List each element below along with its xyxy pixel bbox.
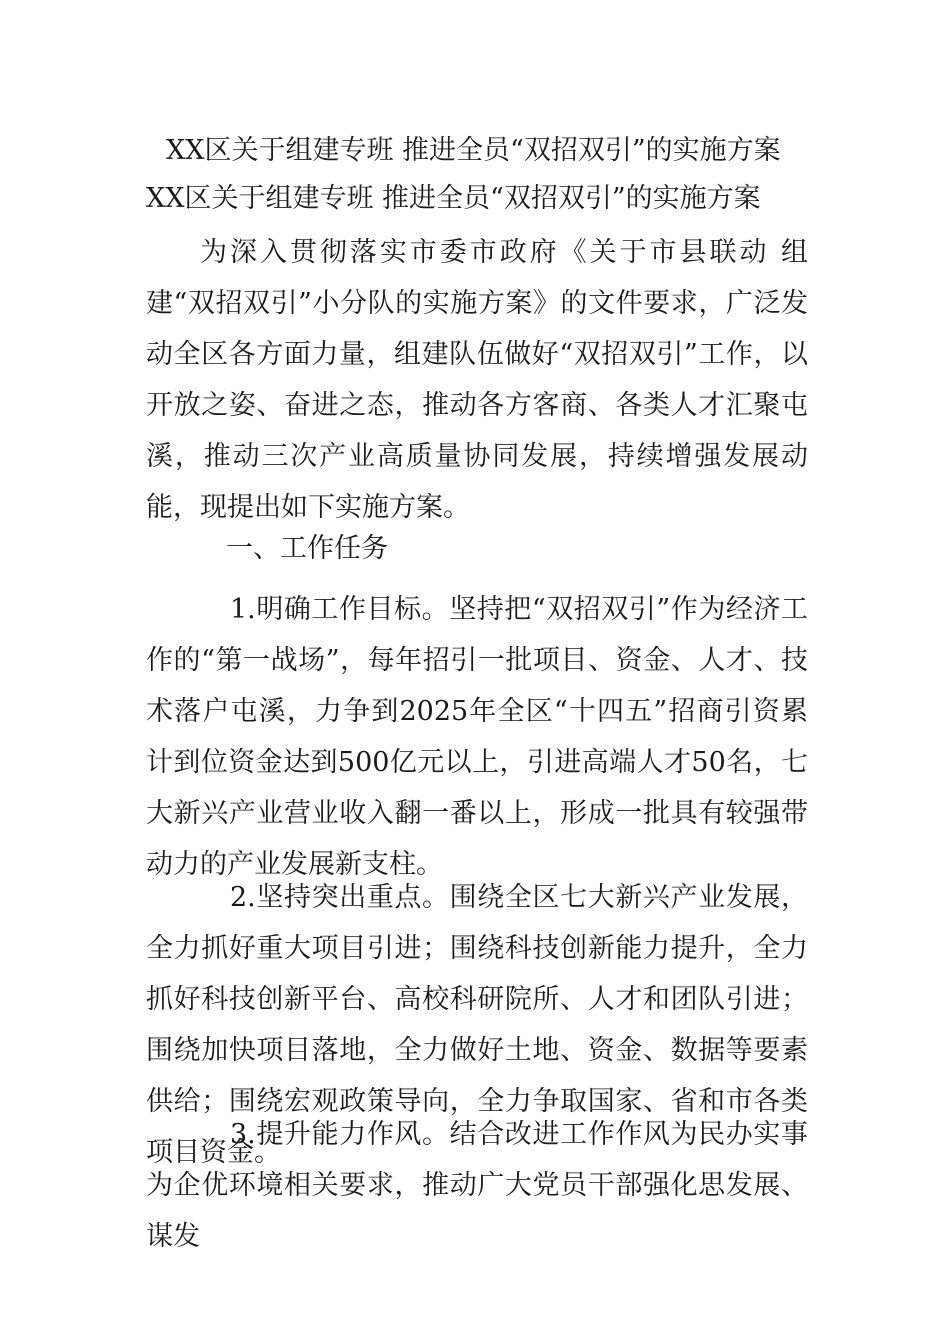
task-item-3: 3.提升能力作风。结合改进工作作风为民办实事为企优环境相关要求，推动广大党员干部强化思发展、谋发 bbox=[146, 1119, 808, 1252]
task-item-2: 2.坚持突出重点。围绕全区七大新兴产业发展，全力抓好重大项目引进；围绕科技创新能力提升，全力抓好科技创新平台、高校科研院所、人才和团队引进；围绕加快项目落地，全力做好土地、资金、数据等要素供给；围绕宏观政策导向，全力争取国家、省和市各类项目资金。 bbox=[146, 882, 808, 1168]
task-item-1: 1.明确工作目标。坚持把“双招双引”作为经济工作的“第一战场”，每年招引一批项目、资金、人才、技术落户屯溪，力争到2025年全区“十四五”招商引资累计到位资金达到500亿元以上，引进高端人才50名，七大新兴产业营业收入翻一番以上，形成一批具有较强带动力的产业发展新支柱。 bbox=[146, 594, 808, 880]
document-title: XX区关于组建专班 推进全员“双招双引”的实施方案 bbox=[166, 135, 781, 166]
intro-paragraph: 为深入贯彻落实市委市政府《关于市县联动 组建“双招双引”小分队的实施方案》的文件要求，广泛发动全区各方面力量，组建队伍做好“双招双引”工作，以开放之姿、奋进之态，推动各方客商、各类人才汇聚屯溪，推动三次产业高质量协同发展，持续增强发展动能，现提出如下实施方案。 bbox=[146, 237, 808, 523]
document-subtitle: XX区关于组建专班 推进全员“双招双引”的实施方案 bbox=[146, 183, 761, 214]
section-heading-work-tasks: 一、工作任务 bbox=[226, 533, 388, 564]
